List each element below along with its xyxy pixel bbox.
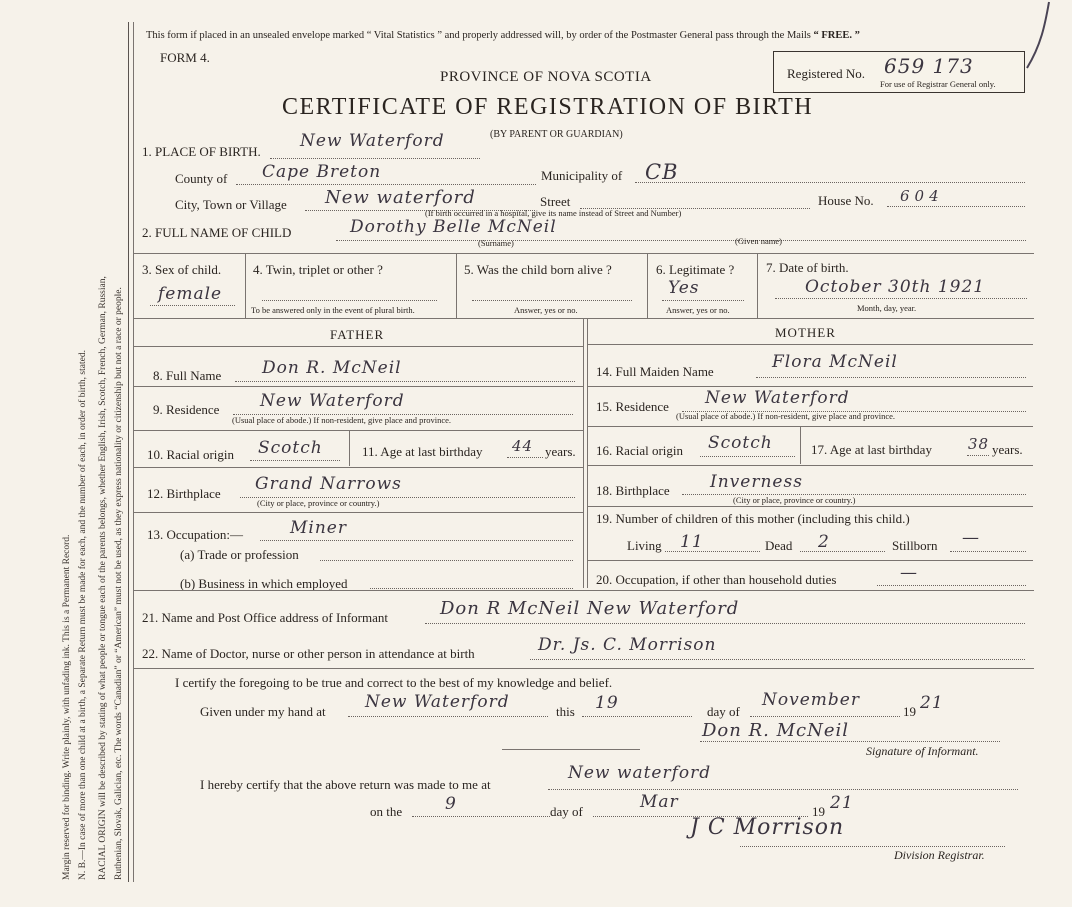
doctor-value: Dr. Js. C. Morrison <box>538 635 717 655</box>
given-label: Given under my hand at <box>200 704 326 719</box>
informant-signature: Don R. McNeil <box>702 720 850 741</box>
registration-box <box>773 51 1025 93</box>
year-prefix: 19 <box>903 704 916 719</box>
father-race-label: 10. Racial origin <box>147 447 235 462</box>
registrar-place-value: New waterford <box>568 763 712 783</box>
mother-children-label: 19. Number of children of this mother (including this child.) <box>596 511 910 526</box>
father-age-years: years. <box>545 444 576 459</box>
county-label: County of <box>175 171 228 186</box>
informant-value: Don R McNeil New Waterford <box>440 598 740 619</box>
mother-birthplace-value: Inverness <box>710 472 803 492</box>
informant-label: 21. Name and Post Office address of Informant <box>142 610 388 625</box>
street-label: Street <box>540 194 571 209</box>
mother-age-value: 38 <box>968 435 990 453</box>
father-business-label: (b) Business in which employed <box>180 576 348 591</box>
registrar-signature: J C Morrison <box>690 815 845 840</box>
certificate-title: CERTIFICATE OF REGISTRATION OF BIRTH <box>282 94 814 120</box>
year-value: 21 <box>920 693 944 713</box>
birth-date-note: Month, day, year. <box>857 303 917 313</box>
father-name-label: 8. Full Name <box>153 368 222 383</box>
street-note: (If birth occurred in a hospital, give its name instead of Street and Number) <box>425 208 682 218</box>
margin-note-2: N. B.—In case of more than one child at a birth, a Separate Return must be made for each, and the number of each, in order of birth, stated. <box>78 350 88 880</box>
margin-note-4: Ruthenian, Slovak, Galician, etc. The words “Canadian” or “American” must not be used, as they express nationality or citizenship but not a race or people. <box>114 287 124 880</box>
mother-race-value: Scotch <box>708 433 773 453</box>
father-header: FATHER <box>330 327 385 342</box>
informant-signature-label: Signature of Informant. <box>866 744 979 758</box>
top-notice-text: This form if placed in an unsealed envelope marked “ Vital Statistics ” and properly addressed will, by order of the Postmaster General pass through the Mails <box>146 30 811 41</box>
place-value: New Waterford <box>300 131 445 151</box>
child-name-label: 2. FULL NAME OF CHILD <box>142 225 292 240</box>
living-value: 11 <box>680 532 704 552</box>
registrar-day-value: 9 <box>445 794 457 814</box>
stillborn-value: — <box>962 528 980 548</box>
twin-label: 4. Twin, triplet or other ? <box>253 262 383 277</box>
father-residence-value: New Waterford <box>260 391 405 411</box>
mother-residence-label: 15. Residence <box>596 399 669 414</box>
mother-header: MOTHER <box>775 325 836 340</box>
father-age-label: 11. Age at last birthday <box>362 444 483 459</box>
this-day-value: 19 <box>595 693 619 713</box>
sex-value: female <box>158 284 223 304</box>
mother-name-value: Flora McNeil <box>772 352 898 372</box>
margin-note-1: Margin reserved for binding. Write plainly, with unfading ink. This is a Permanent Record. <box>62 534 72 880</box>
child-name-value: Dorothy Belle McNeil <box>350 217 557 237</box>
alive-label: 5. Was the child born alive ? <box>464 262 612 277</box>
father-birthplace-note: (City or place, province or country.) <box>257 498 380 508</box>
city-value: New waterford <box>325 187 476 208</box>
registrar-month-value: Mar <box>640 792 679 812</box>
mother-age-years: years. <box>992 442 1023 457</box>
certify-text: I certify the foregoing to be true and correct to the best of my knowledge and belief. <box>175 675 613 690</box>
mother-residence-note: (Usual place of abode.) If non-resident, give place and province. <box>676 411 896 421</box>
province-title: PROVINCE OF NOVA SCOTIA <box>440 69 652 85</box>
mother-birthplace-note: (City or place, province or country.) <box>733 495 856 505</box>
legitimate-label: 6. Legitimate ? <box>656 262 735 277</box>
mother-race-label: 16. Racial origin <box>596 443 684 458</box>
mother-birthplace-label: 18. Birthplace <box>596 483 670 498</box>
given-name-note: (Given name) <box>735 236 782 246</box>
stillborn-label: Stillborn <box>892 538 938 553</box>
surname-note: (Surname) <box>478 238 514 248</box>
father-name-value: Don R. McNeil <box>262 358 402 378</box>
registered-number: 659 173 <box>884 54 974 78</box>
birth-date-label: 7. Date of birth. <box>766 260 849 275</box>
form-number: FORM 4. <box>160 50 210 65</box>
father-birthplace-value: Grand Narrows <box>255 474 402 494</box>
legitimate-value: Yes <box>668 278 700 298</box>
pen-stroke-mark <box>1015 0 1055 80</box>
mother-occupation-value: — <box>900 563 918 583</box>
dead-label: Dead <box>765 538 793 553</box>
certificate-subtitle: (BY PARENT OR GUARDIAN) <box>490 129 623 140</box>
on-the-label: on the <box>370 804 403 819</box>
twin-note: To be answered only in the event of plural birth. <box>251 305 415 315</box>
city-label: City, Town or Village <box>175 197 287 212</box>
mother-occupation-label: 20. Occupation, if other than household duties <box>596 572 837 587</box>
father-birthplace-label: 12. Birthplace <box>147 486 221 501</box>
doctor-label: 22. Name of Doctor, nurse or other person in attendance at birth <box>142 646 475 661</box>
frame-left-line <box>128 22 129 882</box>
birth-date-value: October 30th 1921 <box>805 277 986 297</box>
father-residence-label: 9. Residence <box>153 402 220 417</box>
registrar-text: I hereby certify that the above return was made to me at <box>200 777 491 792</box>
dayof-label: day of <box>707 704 740 719</box>
given-place-value: New Waterford <box>365 692 510 712</box>
registrar-year-value: 21 <box>830 793 854 813</box>
margin-note-3: RACIAL ORIGIN will be described by stating of what people or tongue each of the parents belongs, whether English, Irish, Scotch, French, German, Russian, <box>98 276 108 880</box>
alive-note: Answer, yes or no. <box>514 305 578 315</box>
registrar-signature-label: Division Registrar. <box>894 848 985 862</box>
mother-residence-value: New Waterford <box>705 388 850 408</box>
mother-name-label: 14. Full Maiden Name <box>596 364 714 379</box>
father-age-value: 44 <box>512 437 534 455</box>
mother-age-label: 17. Age at last birthday <box>811 442 932 457</box>
father-residence-note: (Usual place of abode.) If non-resident, give place and province. <box>232 415 452 425</box>
legitimate-note: Answer, yes or no. <box>666 305 730 315</box>
father-occupation-label: 13. Occupation:— <box>147 527 244 542</box>
registered-note: For use of Registrar General only. <box>880 79 996 89</box>
month-value: November <box>762 690 860 710</box>
house-value: 604 <box>900 187 944 205</box>
registered-label: Registered No. <box>787 66 865 81</box>
this-label: this <box>556 704 575 719</box>
municipality-value: CB <box>645 160 679 184</box>
frame-left-line-2 <box>133 22 134 882</box>
father-trade-label: (a) Trade or profession <box>180 547 299 562</box>
top-notice <box>146 30 860 41</box>
father-occupation-value: Miner <box>290 518 347 538</box>
dead-value: 2 <box>818 532 830 552</box>
living-label: Living <box>627 538 662 553</box>
county-value: Cape Breton <box>262 162 382 182</box>
house-label: House No. <box>818 193 874 208</box>
father-race-value: Scotch <box>258 438 323 458</box>
registrar-year-prefix: 19 <box>812 804 825 819</box>
registrar-dayof-label: day of <box>550 804 583 819</box>
free-label: “ FREE. ” <box>813 30 860 41</box>
place-label: 1. PLACE OF BIRTH. <box>142 144 261 159</box>
municipality-label: Municipality of <box>541 168 623 183</box>
sex-label: 3. Sex of child. <box>142 262 222 277</box>
